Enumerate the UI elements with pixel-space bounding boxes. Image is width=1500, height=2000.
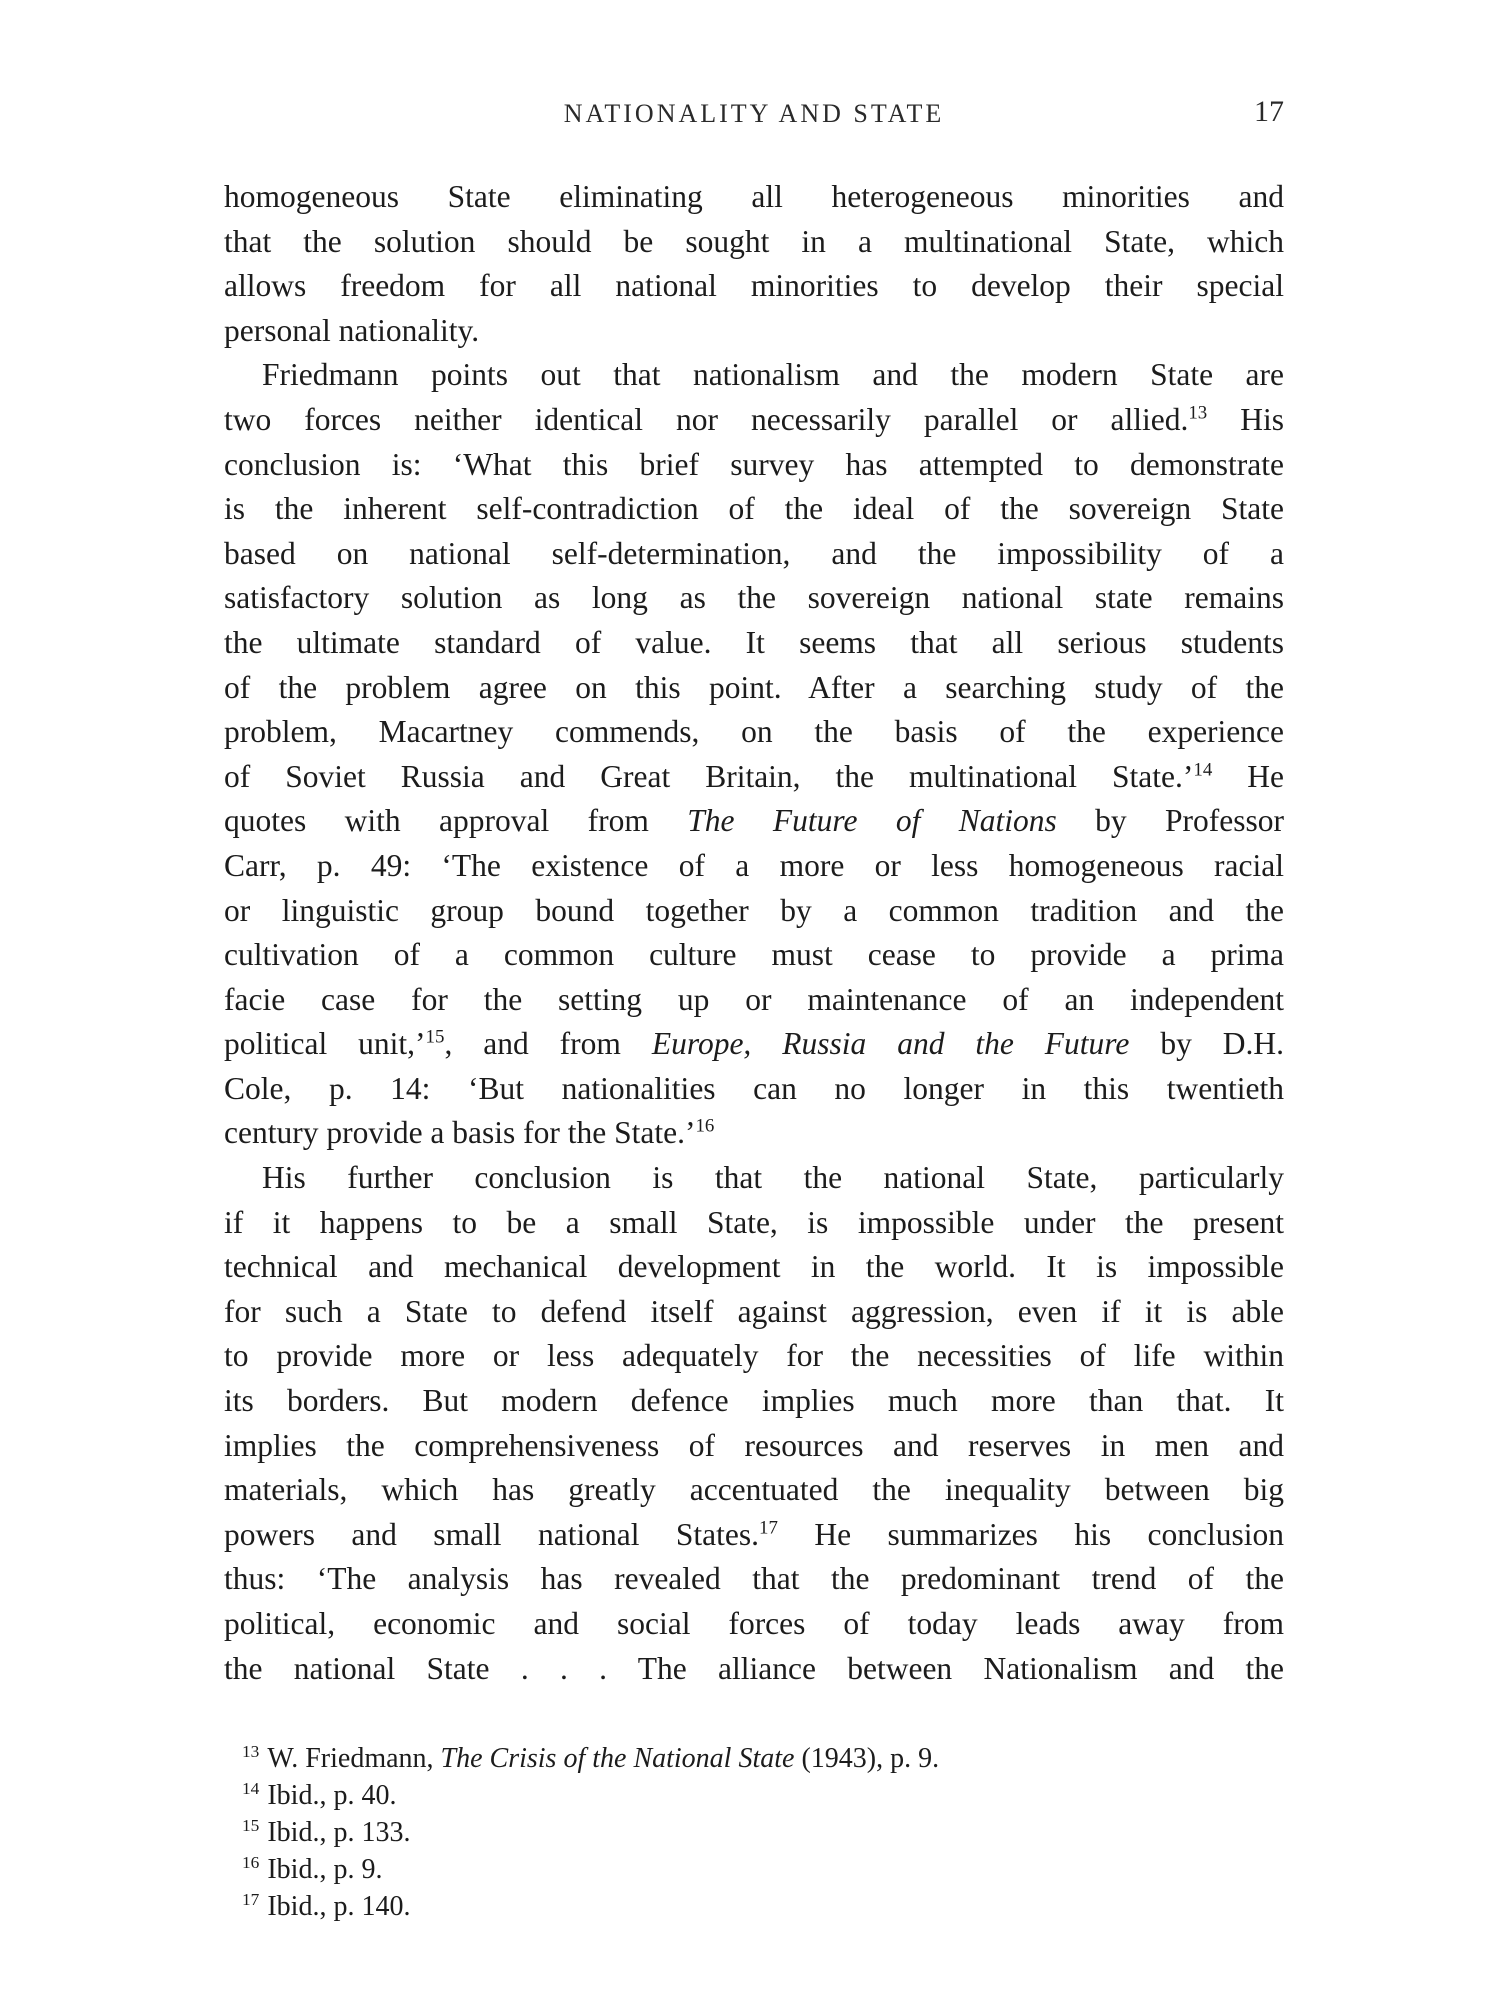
text-line — [224, 175, 1284, 220]
footnote-reference: 13 — [1188, 402, 1208, 424]
text-run: allows freedom for all national minorities to develop their special — [224, 268, 1284, 304]
text-line — [224, 1156, 1284, 1201]
text-line — [224, 487, 1284, 532]
footnote-text: Ibid., p. 9. — [267, 1854, 383, 1885]
footnotes — [242, 1740, 1282, 1925]
text-run: He summarizes his conclusion — [777, 1516, 1285, 1552]
text-line — [224, 1468, 1284, 1513]
italic-title: Europe, Russia and the Future — [651, 1026, 1130, 1062]
footnote-number: 17 — [242, 1889, 260, 1909]
text-run: He — [1212, 758, 1284, 794]
text-line — [224, 978, 1284, 1023]
text-run: based on national self-determination, and the impossibility of a — [224, 535, 1284, 571]
text-run: is the inherent self-contradiction of the ideal of the sovereign State — [224, 491, 1284, 527]
paragraph — [224, 1156, 1284, 1691]
text-line — [224, 1513, 1284, 1558]
text-run: satisfactory solution as long as the sovereign national state remains — [224, 580, 1284, 616]
text-line — [224, 799, 1284, 844]
text-run: that the solution should be sought in a multinational State, which — [224, 223, 1284, 259]
text-line — [224, 889, 1284, 934]
text-run: thus: ‘The analysis has revealed that the predominant trend of the — [224, 1561, 1284, 1597]
italic-title: The Crisis of the National State — [440, 1743, 795, 1774]
footnote-text: W. Friedmann, — [267, 1743, 441, 1774]
text-line — [224, 1111, 1284, 1156]
footnote — [242, 1777, 1282, 1814]
text-line — [224, 532, 1284, 577]
text-run: of the problem agree on this point. After a searching study of the — [224, 669, 1284, 705]
footnote-text: Ibid., p. 140. — [267, 1891, 411, 1922]
text-run: powers and small national States. — [224, 1516, 759, 1552]
footnote-reference: 14 — [1193, 759, 1213, 781]
text-run: cultivation of a common culture must cease to provide a prima — [224, 937, 1284, 973]
footnote-reference: 17 — [759, 1517, 778, 1539]
text-line — [224, 1424, 1284, 1469]
text-line — [224, 1557, 1284, 1602]
text-run: materials, which has greatly accentuated the inequality between big — [224, 1472, 1284, 1508]
footnote-reference: 15 — [425, 1026, 445, 1048]
text-run: to provide more or less adequately for the necessities of life within — [224, 1338, 1284, 1374]
page-number: 17 — [1254, 95, 1284, 128]
text-run: facie case for the setting up or maintenance of an independent — [224, 981, 1284, 1017]
text-line — [224, 220, 1284, 265]
text-run: by Professor — [1056, 803, 1284, 839]
text-line — [224, 1067, 1284, 1112]
footnote-number: 13 — [242, 1741, 260, 1761]
text-run: if it happens to be a small State, is impossible under the present — [224, 1204, 1284, 1240]
text-run: Friedmann points out that nationalism and the modern State are — [262, 357, 1284, 393]
footnote-number: 15 — [242, 1815, 260, 1835]
text-run: the ultimate standard of value. It seems that all serious students — [224, 624, 1284, 660]
text-line — [224, 1602, 1284, 1647]
footnote — [242, 1814, 1282, 1851]
text-line — [224, 1334, 1284, 1379]
text-line — [224, 1290, 1284, 1335]
text-line — [224, 576, 1284, 621]
text-line — [224, 1022, 1284, 1067]
text-line — [224, 309, 1284, 354]
footnote-number: 16 — [242, 1852, 260, 1872]
text-run: , and from — [444, 1026, 652, 1062]
text-run: political unit,’ — [224, 1026, 426, 1062]
text-line — [224, 755, 1284, 800]
text-run: problem, Macartney commends, on the basis of the experience — [224, 714, 1284, 750]
footnote-reference: 16 — [695, 1115, 715, 1137]
text-line — [224, 933, 1284, 978]
footnote-text: Ibid., p. 133. — [267, 1817, 411, 1848]
text-run: His further conclusion is that the national State, particularly — [262, 1160, 1284, 1196]
text-line — [224, 1201, 1284, 1246]
text-run: or linguistic group bound together by a common tradition and the — [224, 892, 1284, 928]
text-line — [224, 666, 1284, 711]
text-run: personal nationality. — [224, 312, 480, 348]
paragraph — [224, 175, 1284, 353]
text-run: for such a State to defend itself against aggression, even if it is able — [224, 1293, 1284, 1329]
text-run: of Soviet Russia and Great Britain, the multinational State.’ — [224, 758, 1194, 794]
text-run: His — [1207, 401, 1284, 437]
footnote — [242, 1851, 1282, 1888]
text-line — [224, 1379, 1284, 1424]
footnote-text: (1943), p. 9. — [794, 1743, 940, 1774]
text-run: the national State . . . The alliance between Nationalism and the — [224, 1650, 1284, 1686]
text-line — [224, 353, 1284, 398]
text-run: century provide a basis for the State.’ — [224, 1115, 696, 1151]
text-run: its borders. But modern defence implies much more than that. It — [224, 1383, 1284, 1419]
italic-title: The Future of Nations — [687, 803, 1057, 839]
text-run: two forces neither identical nor necessarily parallel or allied. — [224, 401, 1189, 437]
footnote — [242, 1740, 1282, 1777]
text-run: Cole, p. 14: ‘But nationalities can no longer in this twentieth — [224, 1070, 1284, 1106]
text-run: political, economic and social forces of today leads away from — [224, 1606, 1284, 1641]
text-line — [224, 1647, 1284, 1692]
text-run: implies the comprehensiveness of resources and reserves in men and — [224, 1427, 1284, 1463]
text-run: conclusion is: ‘What this brief survey has attempted to demonstrate — [224, 446, 1284, 482]
text-line — [224, 398, 1284, 443]
paragraph — [224, 353, 1284, 1156]
body-text — [224, 175, 1284, 1691]
text-line — [224, 844, 1284, 889]
footnote-text: Ibid., p. 40. — [267, 1780, 397, 1811]
text-run: by D.H. — [1129, 1026, 1285, 1062]
text-line — [224, 443, 1284, 488]
running-title: NATIONALITY AND STATE — [563, 99, 945, 128]
text-run: homogeneous State eliminating all heterogeneous minorities and — [224, 179, 1284, 214]
text-run: Carr, p. 49: ‘The existence of a more or less homogeneous racial — [224, 847, 1284, 883]
text-line — [224, 264, 1284, 309]
text-run: technical and mechanical development in the world. It is impossible — [224, 1249, 1284, 1285]
text-line — [224, 710, 1284, 755]
footnote — [242, 1888, 1282, 1925]
running-head — [224, 95, 1284, 135]
text-run: quotes with approval from — [224, 803, 688, 839]
text-line — [224, 621, 1284, 666]
text-line — [224, 1245, 1284, 1290]
footnote-number: 14 — [242, 1778, 260, 1798]
